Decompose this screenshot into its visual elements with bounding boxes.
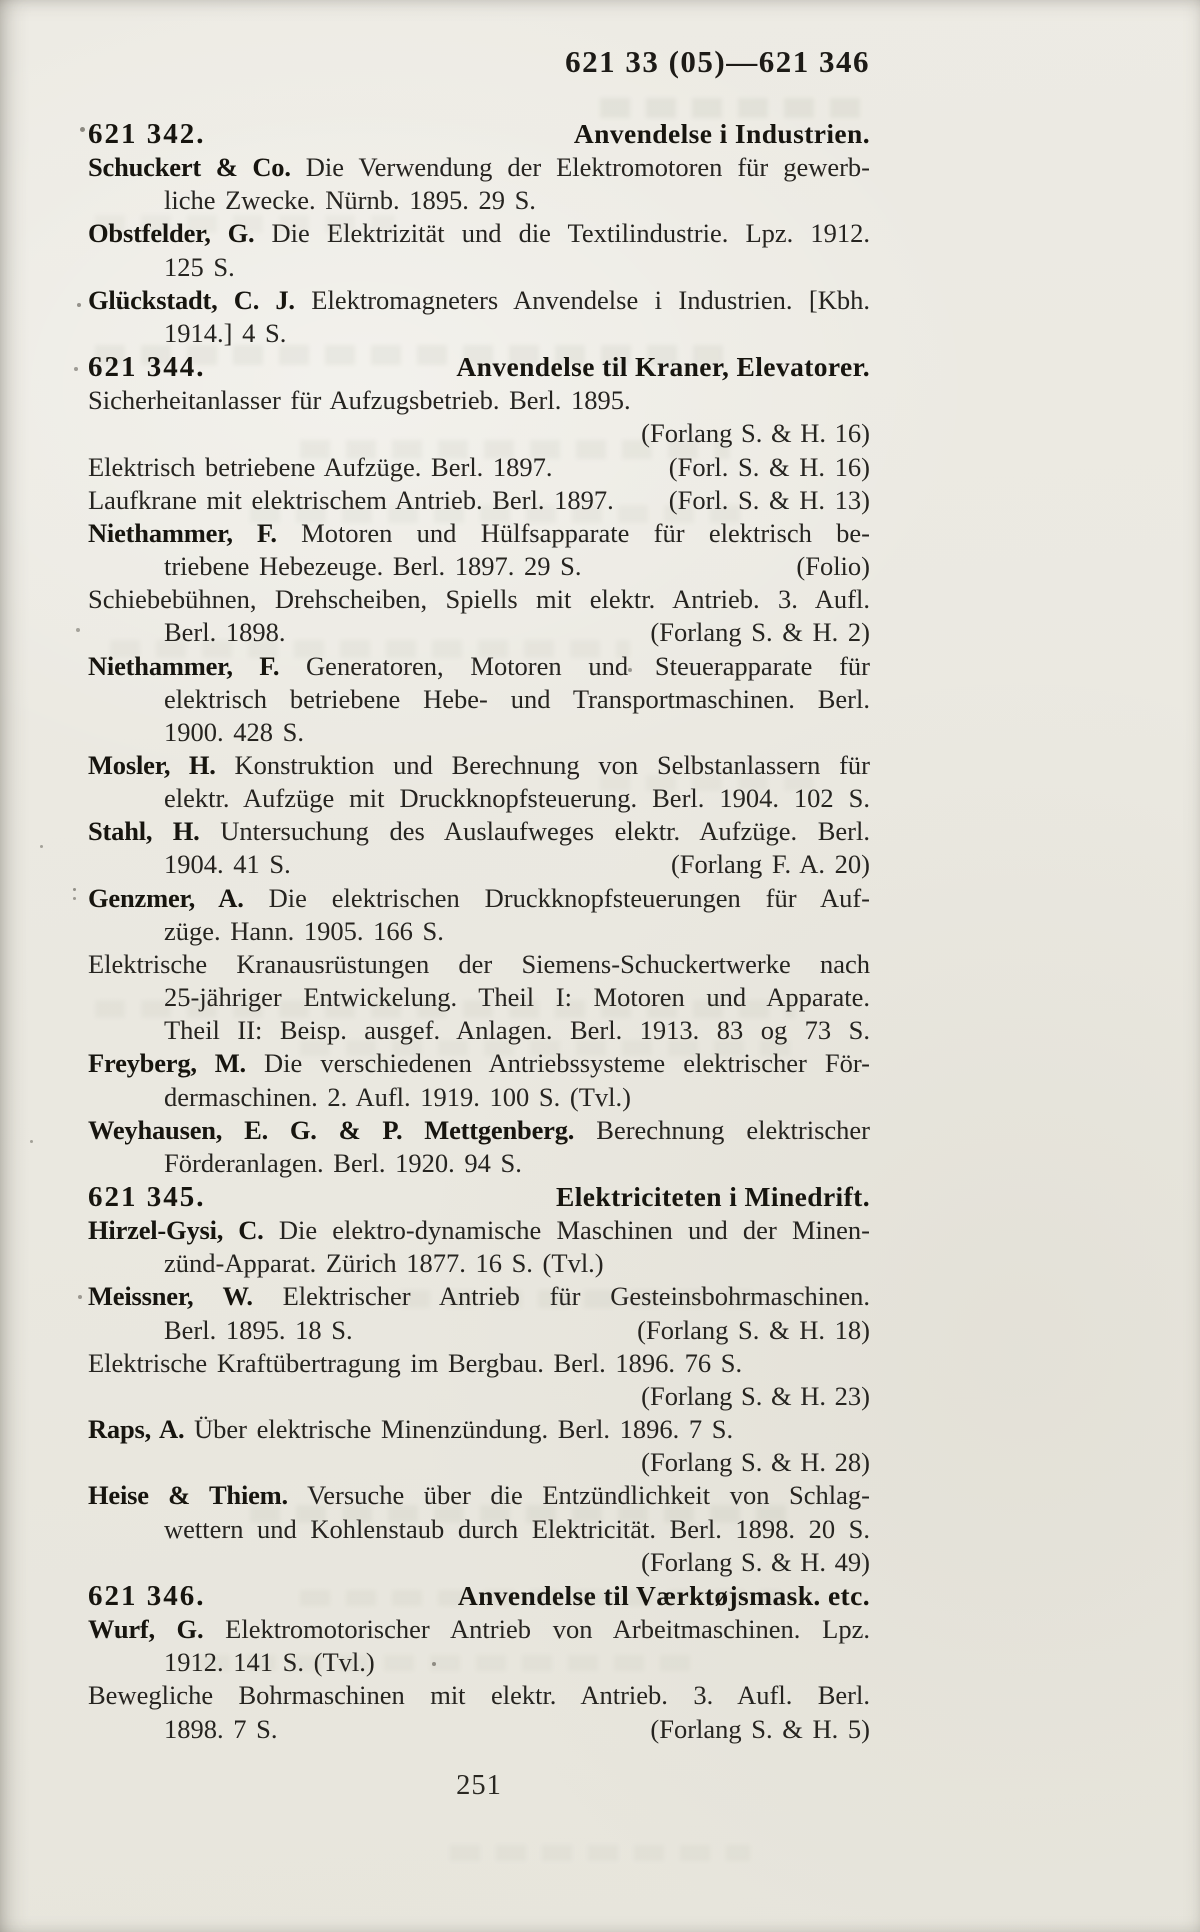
entry-text-fragment: 25-jähriger Entwickelung. Theil I: Motoren und Apparate. (164, 982, 870, 1013)
shelf-mark: (Forl. S. & H. 13) (668, 484, 870, 515)
show-through-smudge (600, 98, 865, 118)
page-number: 251 (456, 1770, 502, 1801)
entry-text-fragment: Schiebebühnen, Drehscheiben, Spiells mit elektr. Antrieb. 3. Aufl. (88, 584, 870, 615)
scan-speck (40, 845, 43, 848)
entry-line (88, 815, 870, 848)
entry-line (88, 1713, 870, 1746)
entry-line (88, 616, 870, 649)
bibliography-content (88, 117, 870, 1746)
section-number: 621 346. (88, 1579, 206, 1612)
shelf-mark-line (88, 1380, 870, 1413)
entry-line (88, 782, 870, 815)
shelf-mark: (Forlang S. & H. 23) (641, 1380, 870, 1411)
section-title: Anvendelse til Værktøjsmask. etc. (457, 1579, 870, 1611)
shelf-mark-line (88, 417, 870, 450)
scan-speck (73, 897, 76, 900)
entry-line (88, 948, 870, 981)
author-name: Schuckert & Co. (88, 152, 291, 183)
entry-line (88, 384, 870, 417)
entry-text-fragment: Untersuchung des Auslaufweges elektr. Aufzüge. Berl. (220, 816, 870, 847)
entry-line (88, 151, 870, 184)
author-name: Obstfelder, G. (88, 218, 255, 249)
author-name: Glückstadt, C. J. (88, 284, 295, 315)
running-head: 621 33 (05)—621 346 (565, 44, 870, 79)
shelf-mark: (Forlang F. A. 20) (670, 849, 870, 880)
section-title: Anvendelse i Industrien. (573, 118, 870, 149)
entry-line (88, 650, 870, 683)
entry-text-fragment: elektr. Aufzüge mit Druckknopfsteuerung. Berl. 1904. 102 S. (164, 783, 870, 814)
shelf-mark: (Forlang S. & H. 2) (650, 617, 870, 648)
entry-text-fragment: Elektrische Kraftübertragung im Bergbau. Berl. 1896. 76 S. (88, 1347, 743, 1378)
entry-text-fragment: Konstruktion und Berechnung von Selbstanlassern für (234, 749, 870, 780)
author-name: Genzmer, A. (88, 882, 244, 913)
entry-text-fragment: Elektromagneters Anvendelse i Industrien. [Kbh. (311, 284, 870, 315)
entry-text (164, 616, 286, 649)
entry-text-fragment: 1900. 428 S. (164, 716, 304, 747)
author-name: Niethammer, F. (88, 517, 277, 548)
scan-speck (73, 888, 76, 891)
entry-line (88, 1347, 870, 1380)
shelf-mark: (Forlang S. & H. 18) (637, 1314, 870, 1345)
entry-line (88, 749, 870, 782)
entry-text-fragment: 1914.] 4 S. (164, 317, 287, 348)
entry-line (88, 1613, 870, 1646)
entry-line (88, 1081, 870, 1114)
shelf-mark: (Forlang S. & H. 5) (650, 1713, 870, 1744)
entry-text (164, 1314, 353, 1347)
entry-text-fragment: Förderanlagen. Berl. 1920. 94 S. (164, 1147, 522, 1178)
entry-text-fragment: Elektromotorischer Antrieb von Arbeitmaschinen. Lpz. (225, 1614, 871, 1645)
entry-line (88, 683, 870, 716)
entry-text-fragment: züge. Hann. 1905. 166 S. (164, 915, 444, 946)
scan-speck (30, 1140, 33, 1143)
entry-line (88, 517, 870, 550)
entry-text-fragment: Elektrisch betriebene Aufzüge. Berl. 1897. (88, 451, 553, 482)
shelf-mark: (Forlang S. & H. 49) (641, 1546, 870, 1577)
entry-line (88, 1047, 870, 1080)
entry-text-fragment: Die Verwendung der Elektromotoren für gewerb- (305, 152, 870, 183)
entry-text-fragment: dermaschinen. 2. Aufl. 1919. 100 S. (Tvl.) (164, 1081, 631, 1112)
entry-line (88, 251, 870, 284)
entry-text-fragment: Berl. 1895. 18 S. (164, 1314, 353, 1345)
shelf-mark-line (88, 1446, 870, 1479)
entry-text-fragment: Die elektrischen Druckknopfsteuerungen für Auf- (268, 882, 871, 913)
author-name: Freyberg, M. (88, 1048, 246, 1079)
entry-line (88, 848, 870, 881)
entry-text-fragment: Sicherheitanlasser für Aufzugsbetrieb. Berl. 1895. (88, 385, 631, 416)
entry-text-fragment: Berl. 1898. (164, 617, 286, 648)
author-name: Heise & Thiem. (88, 1480, 288, 1511)
section-number: 621 342. (88, 118, 206, 150)
entry-text (164, 1713, 278, 1746)
entry-line (88, 1214, 870, 1247)
entry-line (88, 284, 870, 317)
entry-text-fragment: Über elektrische Minenzündung. Berl. 1896. 7 S. (194, 1414, 734, 1445)
author-name: Weyhausen, E. G. & P. Mettgenberg. (88, 1114, 575, 1145)
entry-text-fragment: Die elektro-dynamische Maschinen und der Minen- (278, 1215, 871, 1246)
entry-line (88, 1679, 870, 1712)
entry-text-fragment: wettern und Kohlenstaub durch Elektricität. Berl. 1898. 20 S. (164, 1513, 870, 1544)
entry-text-fragment: zünd-Apparat. Zürich 1877. 16 S. (Tvl.) (164, 1248, 604, 1279)
entry-text-fragment: Motoren und Hülfsapparate für elektrisch be- (301, 517, 870, 548)
author-name: Hirzel-Gysi, C. (88, 1215, 264, 1246)
entry-text-fragment: liche Zwecke. Nürnb. 1895. 29 S. (164, 185, 536, 216)
section-number: 621 344. (88, 351, 206, 384)
entry-line (88, 1479, 870, 1512)
entry-line (88, 451, 870, 484)
scan-speck (80, 127, 85, 132)
entry-text-fragment: 1912. 141 S. (Tvl.) (164, 1647, 375, 1678)
scan-speck (74, 367, 78, 371)
section-number: 621 345. (88, 1181, 206, 1213)
section-title: Anvendelse til Kraner, Elevatorer. (456, 351, 870, 383)
shelf-mark: (Folio) (796, 551, 870, 582)
entry-line (88, 981, 870, 1014)
entry-line (88, 882, 870, 915)
entry-text-fragment: Die verschiedenen Antriebssysteme elektrischer För- (264, 1048, 871, 1079)
section-heading (88, 350, 870, 384)
shelf-mark: (Forlang S. & H. 16) (641, 418, 870, 449)
author-name: Meissner, W. (88, 1281, 253, 1312)
entry-text-fragment: Bewegliche Bohrmaschinen mit elektr. Antrieb. 3. Aufl. Berl. (88, 1680, 870, 1711)
entry-text (164, 550, 582, 583)
author-name: Niethammer, F. (88, 650, 280, 681)
section-title: Elektriciteten i Minedrift. (556, 1181, 870, 1212)
entry-line (88, 1247, 870, 1280)
entry-line (88, 217, 870, 250)
show-through-smudge (450, 1845, 750, 1861)
scan-speck (76, 628, 80, 632)
bibliography-lines (88, 117, 870, 1746)
entry-line (88, 1280, 870, 1313)
entry-text-fragment: 1898. 7 S. (164, 1713, 278, 1744)
shelf-mark-line (88, 1546, 870, 1579)
shelf-mark: (Forlang S. & H. 28) (641, 1447, 870, 1478)
entry-line (88, 1314, 870, 1347)
entry-text-fragment: Die Elektrizität und die Textilindustrie. Lpz. 1912. (271, 218, 870, 249)
entry-line (88, 583, 870, 616)
author-name: Stahl, H. (88, 816, 200, 847)
entry-text-fragment: elektrisch betriebene Hebe- und Transportmaschinen. Berl. (164, 683, 870, 714)
entry-line (88, 716, 870, 749)
shelf-mark: (Forl. S. & H. 16) (668, 451, 870, 482)
entry-text-fragment: 1904. 41 S. (164, 849, 291, 880)
entry-text (164, 848, 291, 881)
entry-line (88, 1147, 870, 1180)
entry-text-fragment: Theil II: Beisp. ausgef. Anlagen. Berl. 1913. 83 og 73 S. (164, 1015, 870, 1046)
entry-line (88, 484, 870, 517)
entry-text-fragment: Versuche über die Entzündlichkeit von Schlag- (307, 1480, 870, 1511)
entry-text-fragment: Generatoren, Motoren und Steuerapparate für (306, 650, 870, 681)
entry-line (88, 1114, 870, 1147)
entry-line (88, 1413, 870, 1446)
author-name: Raps, A. (88, 1414, 185, 1445)
author-name: Mosler, H. (88, 749, 216, 780)
entry-text-fragment: triebene Hebezeuge. Berl. 1897. 29 S. (164, 551, 582, 582)
entry-text (88, 484, 614, 517)
entry-line (88, 1646, 870, 1679)
entry-line (88, 1513, 870, 1546)
scan-speck (78, 1295, 82, 1299)
entry-text-fragment: 125 S. (164, 251, 235, 282)
author-name: Wurf, G. (88, 1614, 204, 1645)
entry-text-fragment: Elektrische Kranausrüstungen der Siemens-Schuckertwerke nach (88, 948, 870, 979)
entry-line (88, 1014, 870, 1047)
scan-speck (77, 303, 81, 307)
entry-text-fragment: Berechnung elektrischer (596, 1114, 871, 1145)
entry-text-fragment: Laufkrane mit elektrischem Antrieb. Berl. 1897. (88, 484, 614, 515)
entry-line (88, 184, 870, 217)
entry-text (88, 451, 553, 484)
section-heading (88, 117, 870, 151)
entry-text-fragment: Elektrischer Antrieb für Gesteinsbohrmaschinen. (282, 1281, 871, 1312)
entry-line (88, 317, 870, 350)
entry-line (88, 550, 870, 583)
section-heading (88, 1579, 870, 1613)
entry-line (88, 915, 870, 948)
section-heading (88, 1180, 870, 1214)
